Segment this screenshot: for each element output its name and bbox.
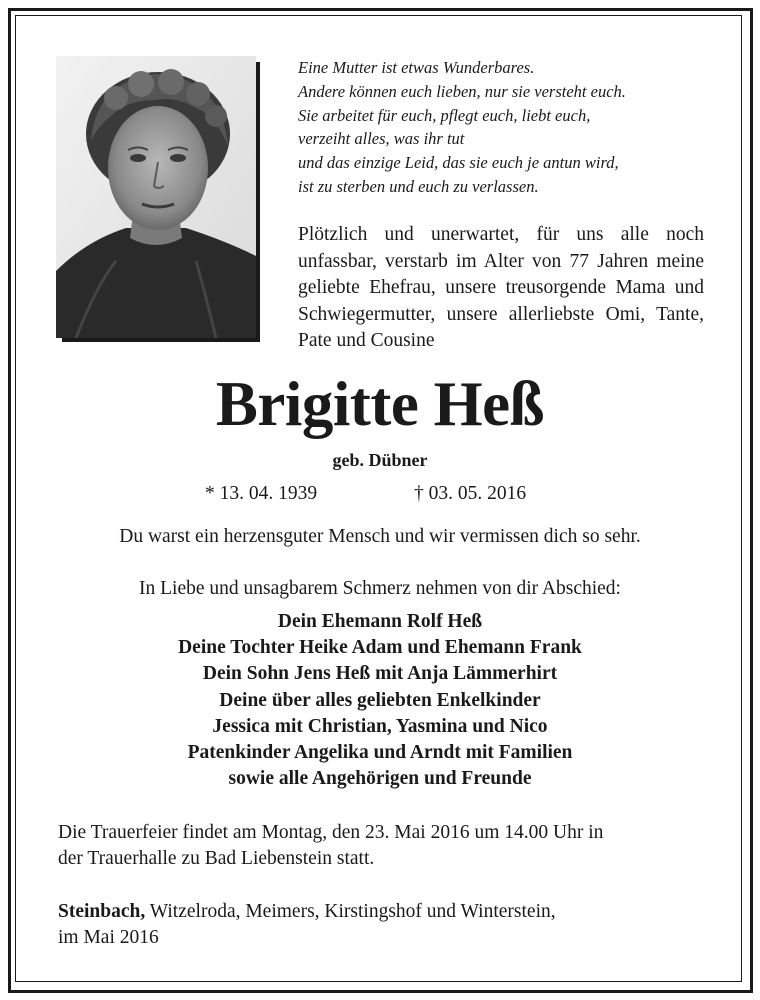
poem-line: Andere können euch lieben, nur sie versteht euch. [298,81,626,101]
mourner-line: Deine Tochter Heike Adam und Ehemann Frank [178,637,582,659]
poem-line: Eine Mutter ist etwas Wunderbares. [298,58,535,77]
death-date: † 03. 05. 2016 [414,483,527,504]
place-date: im Mai 2016 [58,927,159,948]
poem-line: ist zu sterben und euch zu verlassen. [298,176,539,196]
service-info [58,820,718,872]
mourner-line: Dein Sohn Jens Heß mit Anja Lämmerhirt [202,663,558,685]
intro-paragraph: Plötzlich und unerwartet, für uns alle noch unfassbar, verstarb im Alter von 77 Jahren meine geliebte Ehefrau, unsere treusorgende Mama und Schwiegermutter, unsere allerliebste Omi, Tante, Pate und Cousine [298,224,704,351]
birth-name: geb. Dübner [332,450,428,470]
mourner-line: Patenkinder Angelika und Arndt mit Familien [187,742,573,764]
service-line: der Trauerhalle zu Bad Liebenstein statt. [58,848,375,869]
place-and-date [58,899,718,951]
mourner-line: Deine über alles geliebten Enkelkinder [219,689,541,711]
poem-line: verzeiht alles, was ihr tut [298,129,465,149]
poem-line: und das einzige Leid, das sie euch je antun wird, [298,153,619,173]
mourner-line: Jessica mit Christian, Yasmina und Nico [212,715,548,737]
place-town: Steinbach, [58,901,146,922]
place-others: Witzelroda, Meimers, Kirstingshof und Winterstein, [145,901,556,922]
tribute-line: Du warst ein herzensguter Mensch und wir vermissen dich so sehr. [119,526,641,547]
poem-line: Sie arbeitet für euch, pflegt euch, liebt euch, [298,105,591,125]
poem [298,56,718,199]
mourner-line: sowie alle Angehörigen und Freunde [228,768,532,790]
service-line: Die Trauerfeier findet am Montag, den 23. Mai 2016 um 14.00 Uhr in [58,822,604,843]
farewell-intro: In Liebe und unsagbarem Schmerz nehmen von dir Abschied: [139,578,621,599]
birth-date: * 13. 04. 1939 [205,483,318,504]
mourners-list [0,609,760,792]
deceased-name: Brigitte Heß [215,369,545,439]
portrait-photo [56,56,256,338]
mourner-line: Dein Ehemann Rolf Heß [277,611,483,632]
